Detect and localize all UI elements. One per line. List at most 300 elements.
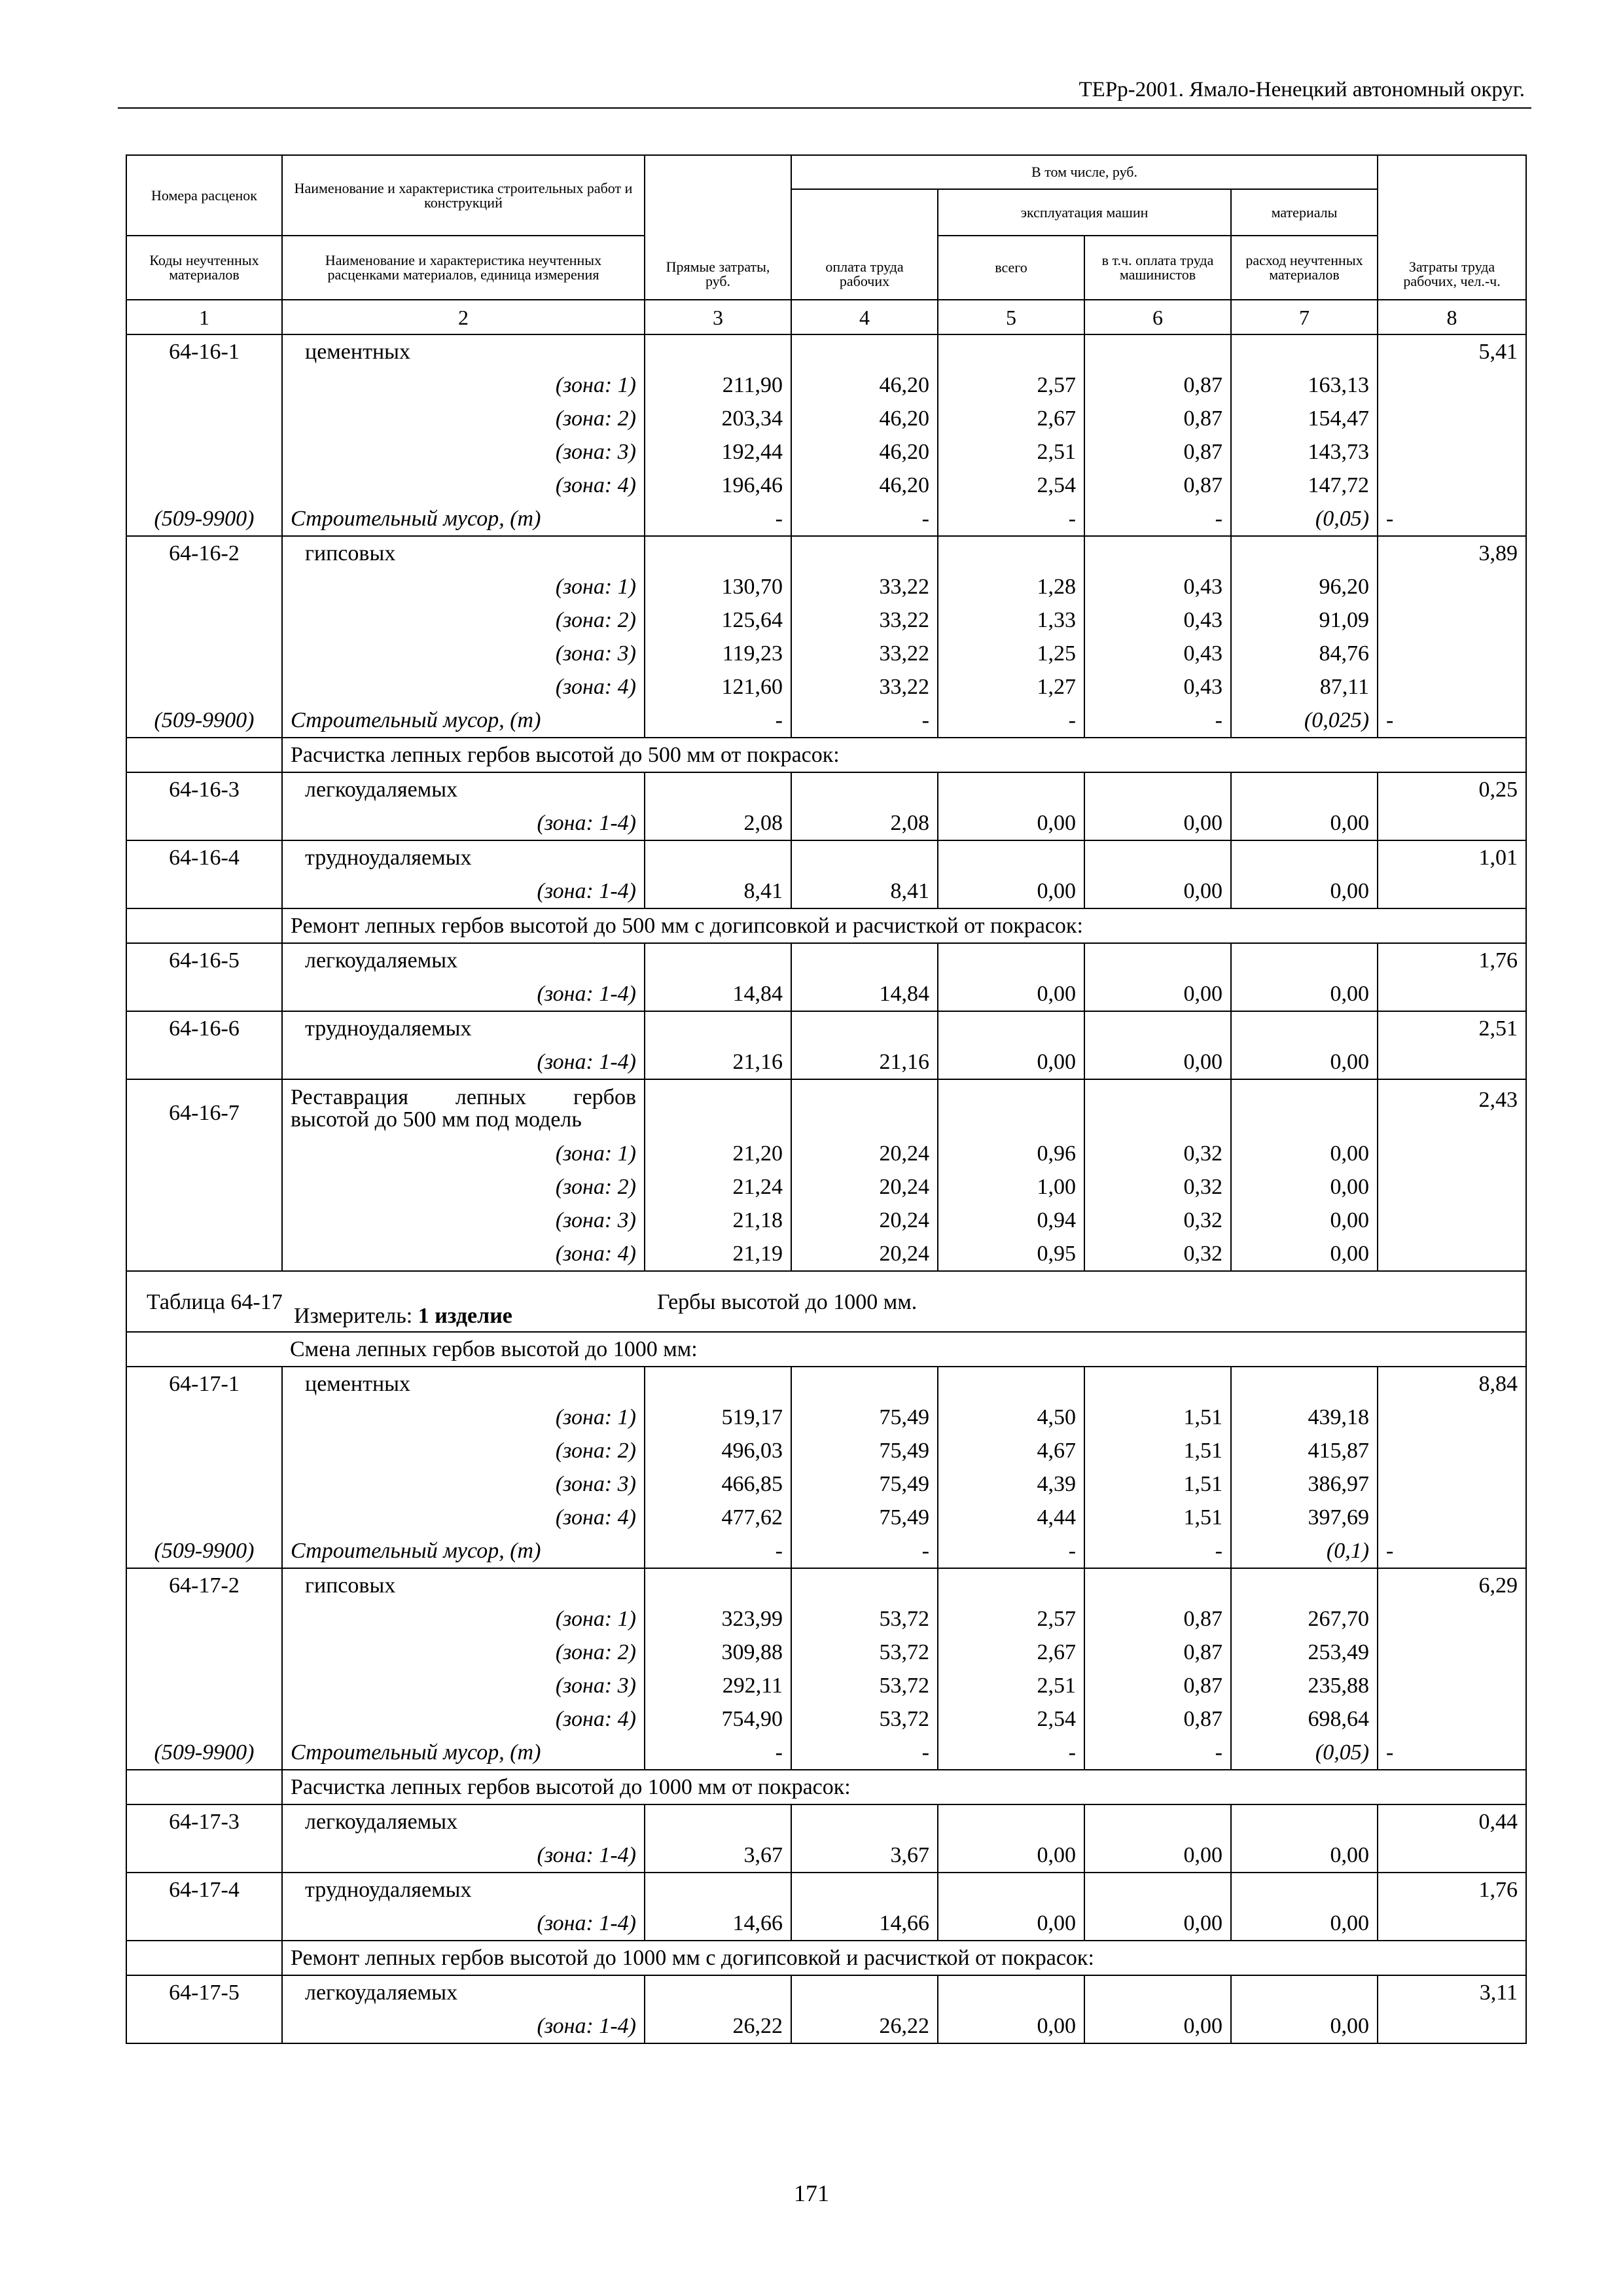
materials-cost: 163,13 <box>1231 368 1378 402</box>
rate-row <box>126 943 1526 977</box>
materials-cost: 0,00 <box>1231 1204 1378 1237</box>
machines-total: 2,51 <box>938 1669 1084 1702</box>
zone-row <box>126 1839 1526 1873</box>
worker-pay: 2,08 <box>791 806 938 840</box>
machinist-pay: 0,87 <box>1084 402 1231 435</box>
worker-pay: 20,24 <box>791 1137 938 1170</box>
machinist-pay: 0,32 <box>1084 1137 1231 1170</box>
zone-row <box>126 1467 1526 1501</box>
col-number: 3 <box>645 300 791 334</box>
machines-total: 2,54 <box>938 1702 1084 1736</box>
worker-pay: 75,49 <box>791 1501 938 1534</box>
header-group: В том числе, руб. <box>791 155 1378 189</box>
machines-total: 2,67 <box>938 402 1084 435</box>
machines-total: 1,33 <box>938 603 1084 637</box>
materials-cost: 0,00 <box>1231 2009 1378 2043</box>
machinist-pay: - <box>1084 502 1231 536</box>
machines-total: 2,57 <box>938 1602 1084 1636</box>
rate-code: 64-16-7 <box>126 1079 282 1137</box>
worker-pay: 53,72 <box>791 1669 938 1702</box>
machinist-pay: 1,51 <box>1084 1501 1231 1534</box>
worker-pay: - <box>791 704 938 738</box>
rate-name: легкоудаляемых <box>282 772 645 806</box>
labor-cost: - <box>1378 1534 1526 1568</box>
rate-name: легкоудаляемых <box>282 1804 645 1839</box>
rate-row <box>126 1011 1526 1045</box>
materials-cost: 253,49 <box>1231 1636 1378 1669</box>
materials-cost: 0,00 <box>1231 874 1378 908</box>
machines-total: 1,25 <box>938 637 1084 670</box>
zone-label: (зона: 1) <box>282 1137 645 1170</box>
material-code: (509-9900) <box>126 1736 282 1770</box>
rates-table <box>126 154 1527 2044</box>
machines-total: 1,00 <box>938 1170 1084 1204</box>
worker-pay: 46,20 <box>791 368 938 402</box>
header-col2-top: Наименование и характеристика строительных работ и конструкций <box>282 155 645 236</box>
worker-pay: 14,84 <box>791 977 938 1011</box>
rate-code: 64-16-1 <box>126 334 282 368</box>
direct-cost: 203,34 <box>645 402 791 435</box>
section-row <box>126 738 1526 772</box>
zone-label: (зона: 1) <box>282 368 645 402</box>
worker-pay: 75,49 <box>791 1401 938 1434</box>
machinist-pay: 0,43 <box>1084 603 1231 637</box>
worker-pay: 26,22 <box>791 2009 938 2043</box>
zone-row <box>126 2009 1526 2043</box>
direct-cost: 21,19 <box>645 1237 791 1271</box>
machines-total: 4,67 <box>938 1434 1084 1467</box>
materials-cost: 0,00 <box>1231 1237 1378 1271</box>
materials-cost: 91,09 <box>1231 603 1378 637</box>
document-title: ТЕРр-2001. Ямало-Ненецкий автономный округ. <box>1079 78 1525 101</box>
zone-label: (зона: 1) <box>282 1401 645 1434</box>
direct-cost: 477,62 <box>645 1501 791 1534</box>
machinist-pay: 0,32 <box>1084 1170 1231 1204</box>
zone-label: (зона: 3) <box>282 1204 645 1237</box>
machinist-pay: 0,87 <box>1084 1602 1231 1636</box>
machinist-pay: 0,43 <box>1084 637 1231 670</box>
material-row <box>126 1736 1526 1770</box>
section-row <box>126 908 1526 943</box>
worker-pay: 21,16 <box>791 1045 938 1079</box>
rate-name: Реставрация лепных гербов высотой до 500 мм под модель <box>282 1079 645 1137</box>
machinist-pay: 0,00 <box>1084 874 1231 908</box>
labor-cost: 1,76 <box>1378 943 1526 977</box>
header-col6: в т.ч. оплата труда машинистов <box>1084 236 1231 300</box>
worker-pay: 20,24 <box>791 1237 938 1271</box>
direct-cost: 192,44 <box>645 435 791 469</box>
worker-pay: - <box>791 1736 938 1770</box>
direct-cost: 121,60 <box>645 670 791 704</box>
machines-total: 0,00 <box>938 1045 1084 1079</box>
direct-cost: 309,88 <box>645 1636 791 1669</box>
table-heading-row <box>126 1271 1526 1305</box>
zone-label: (зона: 1-4) <box>282 1045 645 1079</box>
direct-cost: 2,08 <box>645 806 791 840</box>
rate-name: гипсовых <box>282 1568 645 1602</box>
materials-cost: 386,97 <box>1231 1467 1378 1501</box>
zone-label: (зона: 3) <box>282 637 645 670</box>
direct-cost: 196,46 <box>645 469 791 502</box>
rate-code: 64-16-2 <box>126 536 282 570</box>
material-name: Строительный мусор, (т) <box>282 1736 645 1770</box>
rate-row <box>126 1367 1526 1401</box>
section-row <box>126 1332 1526 1367</box>
zone-row <box>126 1434 1526 1467</box>
labor-cost: 6,29 <box>1378 1568 1526 1602</box>
labor-cost: - <box>1378 1736 1526 1770</box>
direct-cost: - <box>645 1534 791 1568</box>
machinist-pay: 0,87 <box>1084 469 1231 502</box>
rate-name: гипсовых <box>282 536 645 570</box>
zone-label: (зона: 3) <box>282 1467 645 1501</box>
machines-total: 1,27 <box>938 670 1084 704</box>
header-col2-bottom: Наименование и характеристика неучтенных расценками материалов, единица измерения <box>282 236 645 300</box>
machines-total: 0,95 <box>938 1237 1084 1271</box>
machines-total: 2,57 <box>938 368 1084 402</box>
zone-label: (зона: 1-4) <box>282 977 645 1011</box>
zone-row <box>126 1237 1526 1271</box>
labor-cost: 0,25 <box>1378 772 1526 806</box>
material-row <box>126 1534 1526 1568</box>
labor-cost: - <box>1378 704 1526 738</box>
labor-cost: 8,84 <box>1378 1367 1526 1401</box>
zone-label: (зона: 1-4) <box>282 1839 645 1873</box>
worker-pay: 46,20 <box>791 469 938 502</box>
rate-code: 64-16-5 <box>126 943 282 977</box>
worker-pay: 53,72 <box>791 1636 938 1669</box>
zone-row <box>126 1636 1526 1669</box>
zone-row <box>126 1401 1526 1434</box>
zone-row <box>126 603 1526 637</box>
direct-cost: 14,84 <box>645 977 791 1011</box>
running-header <box>118 75 1531 109</box>
direct-cost: 119,23 <box>645 637 791 670</box>
zone-label: (зона: 2) <box>282 1170 645 1204</box>
machinist-pay: - <box>1084 1736 1231 1770</box>
machinist-pay: 0,43 <box>1084 570 1231 603</box>
machines-total: 0,00 <box>938 2009 1084 2043</box>
zone-row <box>126 469 1526 502</box>
direct-cost: 519,17 <box>645 1401 791 1434</box>
worker-pay: 33,22 <box>791 570 938 603</box>
worker-pay: 8,41 <box>791 874 938 908</box>
material-name: Строительный мусор, (т) <box>282 1534 645 1568</box>
machines-total: 0,00 <box>938 874 1084 908</box>
material-code: (509-9900) <box>126 1534 282 1568</box>
worker-pay: 46,20 <box>791 402 938 435</box>
direct-cost: 130,70 <box>645 570 791 603</box>
rate-name: легкоудаляемых <box>282 1975 645 2009</box>
materials-cost: 0,00 <box>1231 806 1378 840</box>
materials-cost: 0,00 <box>1231 977 1378 1011</box>
direct-cost: 211,90 <box>645 368 791 402</box>
zone-row <box>126 1702 1526 1736</box>
direct-cost: - <box>645 502 791 536</box>
material-consumption: (0,1) <box>1231 1534 1378 1568</box>
rate-code: 64-16-3 <box>126 772 282 806</box>
table-title: Гербы высотой до 1000 мм. <box>657 1290 918 1314</box>
labor-cost: 1,76 <box>1378 1873 1526 1907</box>
machinist-pay: 1,51 <box>1084 1401 1231 1434</box>
meter-label: Измеритель: <box>294 1304 413 1328</box>
labor-cost: - <box>1378 502 1526 536</box>
material-code: (509-9900) <box>126 704 282 738</box>
zone-row <box>126 368 1526 402</box>
machinist-pay: 0,00 <box>1084 1907 1231 1941</box>
zone-row <box>126 1170 1526 1204</box>
material-name: Строительный мусор, (т) <box>282 502 645 536</box>
machines-total: - <box>938 704 1084 738</box>
worker-pay: 3,67 <box>791 1839 938 1873</box>
zone-label: (зона: 2) <box>282 603 645 637</box>
zone-label: (зона: 4) <box>282 1501 645 1534</box>
worker-pay: 33,22 <box>791 603 938 637</box>
machines-total: 2,67 <box>938 1636 1084 1669</box>
section-title: Расчистка лепных гербов высотой до 500 мм от покрасок: <box>282 738 1526 772</box>
meter-value: 1 изделие <box>418 1304 512 1328</box>
labor-cost: 3,11 <box>1378 1975 1526 2009</box>
zone-label: (зона: 4) <box>282 469 645 502</box>
header-col3: Прямые затраты, руб. <box>645 155 791 300</box>
materials-cost: 84,76 <box>1231 637 1378 670</box>
zone-row <box>126 1137 1526 1170</box>
page-number: 171 <box>794 2180 829 2206</box>
zone-label: (зона: 4) <box>282 1702 645 1736</box>
section-row <box>126 1770 1526 1804</box>
rate-code: 64-17-3 <box>126 1804 282 1839</box>
machines-total: 0,00 <box>938 806 1084 840</box>
materials-cost: 698,64 <box>1231 1702 1378 1736</box>
machines-total: - <box>938 1736 1084 1770</box>
machines-total: 2,54 <box>938 469 1084 502</box>
header-col5: всего <box>938 236 1084 300</box>
machinist-pay: 0,87 <box>1084 368 1231 402</box>
material-consumption: (0,05) <box>1231 1736 1378 1770</box>
zone-label: (зона: 3) <box>282 435 645 469</box>
machinist-pay: 0,43 <box>1084 670 1231 704</box>
header-col4: оплата труда рабочих <box>791 189 938 300</box>
materials-cost: 96,20 <box>1231 570 1378 603</box>
machinist-pay: 0,87 <box>1084 435 1231 469</box>
rate-code: 64-16-4 <box>126 840 282 874</box>
machinist-pay: - <box>1084 704 1231 738</box>
machinist-pay: 1,51 <box>1084 1434 1231 1467</box>
material-row <box>126 704 1526 738</box>
rate-code: 64-17-5 <box>126 1975 282 2009</box>
zone-label: (зона: 4) <box>282 1237 645 1271</box>
worker-pay: 20,24 <box>791 1170 938 1204</box>
table-header <box>126 155 1526 300</box>
column-numbers-row <box>126 300 1526 334</box>
materials-cost: 0,00 <box>1231 1137 1378 1170</box>
direct-cost: - <box>645 704 791 738</box>
rate-code: 64-17-4 <box>126 1873 282 1907</box>
header-col1-bottom: Коды неучтенных материалов <box>126 236 282 300</box>
zone-row <box>126 435 1526 469</box>
rate-row <box>126 334 1526 368</box>
direct-cost: 3,67 <box>645 1839 791 1873</box>
machinist-pay: - <box>1084 1534 1231 1568</box>
worker-pay: 75,49 <box>791 1467 938 1501</box>
machinist-pay: 0,87 <box>1084 1669 1231 1702</box>
rate-code: 64-17-2 <box>126 1568 282 1602</box>
labor-cost: 5,41 <box>1378 334 1526 368</box>
machines-total: 0,96 <box>938 1137 1084 1170</box>
zone-label: (зона: 2) <box>282 402 645 435</box>
zone-row <box>126 874 1526 908</box>
machines-total: 2,51 <box>938 435 1084 469</box>
materials-cost: 87,11 <box>1231 670 1378 704</box>
direct-cost: - <box>645 1736 791 1770</box>
zone-row <box>126 637 1526 670</box>
col-number: 7 <box>1231 300 1378 334</box>
zone-row <box>126 1045 1526 1079</box>
rate-row <box>126 1079 1526 1137</box>
zone-label: (зона: 3) <box>282 1669 645 1702</box>
zone-row <box>126 1501 1526 1534</box>
worker-pay: 75,49 <box>791 1434 938 1467</box>
worker-pay: - <box>791 502 938 536</box>
machines-total: 4,50 <box>938 1401 1084 1434</box>
rate-row <box>126 840 1526 874</box>
section-title: Смена лепных гербов высотой до 1000 мм: <box>282 1332 1526 1367</box>
zone-row <box>126 1669 1526 1702</box>
direct-cost: 323,99 <box>645 1602 791 1636</box>
materials-cost: 397,69 <box>1231 1501 1378 1534</box>
col-number: 5 <box>938 300 1084 334</box>
rate-code: 64-17-1 <box>126 1367 282 1401</box>
rate-name: легкоудаляемых <box>282 943 645 977</box>
materials-cost: 267,70 <box>1231 1602 1378 1636</box>
zone-label: (зона: 1-4) <box>282 1907 645 1941</box>
machines-total: 1,28 <box>938 570 1084 603</box>
worker-pay: 53,72 <box>791 1602 938 1636</box>
worker-pay: 33,22 <box>791 670 938 704</box>
direct-cost: 466,85 <box>645 1467 791 1501</box>
col-number: 6 <box>1084 300 1231 334</box>
material-code: (509-9900) <box>126 502 282 536</box>
section-title: Ремонт лепных гербов высотой до 500 мм с догипсовкой и расчисткой от покрасок: <box>282 908 1526 943</box>
table-number: Таблица 64-17 <box>147 1290 283 1314</box>
section-row <box>126 1941 1526 1975</box>
machines-total: 0,00 <box>938 1907 1084 1941</box>
direct-cost: 21,20 <box>645 1137 791 1170</box>
labor-cost: 2,51 <box>1378 1011 1526 1045</box>
labor-cost: 1,01 <box>1378 840 1526 874</box>
worker-pay: - <box>791 1534 938 1568</box>
materials-cost: 0,00 <box>1231 1907 1378 1941</box>
rate-name: цементных <box>282 1367 645 1401</box>
zone-label: (зона: 1-4) <box>282 874 645 908</box>
machinist-pay: 0,32 <box>1084 1204 1231 1237</box>
material-name: Строительный мусор, (т) <box>282 704 645 738</box>
direct-cost: 26,22 <box>645 2009 791 2043</box>
materials-cost: 143,73 <box>1231 435 1378 469</box>
rate-row <box>126 1873 1526 1907</box>
direct-cost: 14,66 <box>645 1907 791 1941</box>
machines-total: 4,39 <box>938 1467 1084 1501</box>
labor-cost: 3,89 <box>1378 536 1526 570</box>
zone-label: (зона: 2) <box>282 1434 645 1467</box>
machinist-pay: 0,00 <box>1084 1045 1231 1079</box>
header-col7: расход неучтенных материалов <box>1231 236 1378 300</box>
materials-cost: 154,47 <box>1231 402 1378 435</box>
zone-row <box>126 1907 1526 1941</box>
rate-row <box>126 772 1526 806</box>
col-number: 8 <box>1378 300 1526 334</box>
zone-row <box>126 1204 1526 1237</box>
header-col8: Затраты труда рабочих, чел.-ч. <box>1378 155 1526 300</box>
direct-cost: 754,90 <box>645 1702 791 1736</box>
machinist-pay: 0,00 <box>1084 806 1231 840</box>
zone-row <box>126 977 1526 1011</box>
direct-cost: 21,16 <box>645 1045 791 1079</box>
labor-cost: 2,43 <box>1378 1079 1526 1137</box>
materials-cost: 0,00 <box>1231 1170 1378 1204</box>
zone-label: (зона: 1) <box>282 570 645 603</box>
worker-pay: 20,24 <box>791 1204 938 1237</box>
col-number: 4 <box>791 300 938 334</box>
worker-pay: 53,72 <box>791 1702 938 1736</box>
machinist-pay: 1,51 <box>1084 1467 1231 1501</box>
machinist-pay: 0,87 <box>1084 1702 1231 1736</box>
zone-row <box>126 806 1526 840</box>
machines-total: 0,94 <box>938 1204 1084 1237</box>
rate-row <box>126 1975 1526 2009</box>
direct-cost: 21,18 <box>645 1204 791 1237</box>
materials-cost: 0,00 <box>1231 1045 1378 1079</box>
zone-label: (зона: 1) <box>282 1602 645 1636</box>
rate-row <box>126 1804 1526 1839</box>
rate-code: 64-16-6 <box>126 1011 282 1045</box>
header-col1-top: Номера расценок <box>126 155 282 236</box>
zone-label: (зона: 1-4) <box>282 2009 645 2043</box>
col-number: 1 <box>126 300 282 334</box>
machinist-pay: 0,00 <box>1084 1839 1231 1873</box>
header-machines: эксплуатация машин <box>938 189 1231 236</box>
rate-row <box>126 536 1526 570</box>
section-title: Ремонт лепных гербов высотой до 1000 мм с догипсовкой и расчисткой от покрасок: <box>282 1941 1526 1975</box>
rate-row <box>126 1568 1526 1602</box>
labor-cost: 0,44 <box>1378 1804 1526 1839</box>
col-number: 2 <box>282 300 645 334</box>
direct-cost: 8,41 <box>645 874 791 908</box>
machinist-pay: 0,87 <box>1084 1636 1231 1669</box>
zone-label: (зона: 1-4) <box>282 806 645 840</box>
rate-name: трудноудаляемых <box>282 1011 645 1045</box>
zone-row <box>126 570 1526 603</box>
worker-pay: 14,66 <box>791 1907 938 1941</box>
machines-total: 4,44 <box>938 1501 1084 1534</box>
machinist-pay: 0,00 <box>1084 2009 1231 2043</box>
machines-total: 0,00 <box>938 977 1084 1011</box>
zone-row <box>126 1602 1526 1636</box>
rate-name: трудноудаляемых <box>282 840 645 874</box>
machinist-pay: 0,32 <box>1084 1237 1231 1271</box>
materials-cost: 415,87 <box>1231 1434 1378 1467</box>
materials-cost: 147,72 <box>1231 469 1378 502</box>
material-consumption: (0,05) <box>1231 502 1378 536</box>
section-title: Расчистка лепных гербов высотой до 1000 мм от покрасок: <box>282 1770 1526 1804</box>
worker-pay: 33,22 <box>791 637 938 670</box>
materials-cost: 235,88 <box>1231 1669 1378 1702</box>
direct-cost: 292,11 <box>645 1669 791 1702</box>
zone-row <box>126 402 1526 435</box>
machines-total: - <box>938 502 1084 536</box>
materials-cost: 439,18 <box>1231 1401 1378 1434</box>
material-row <box>126 502 1526 536</box>
